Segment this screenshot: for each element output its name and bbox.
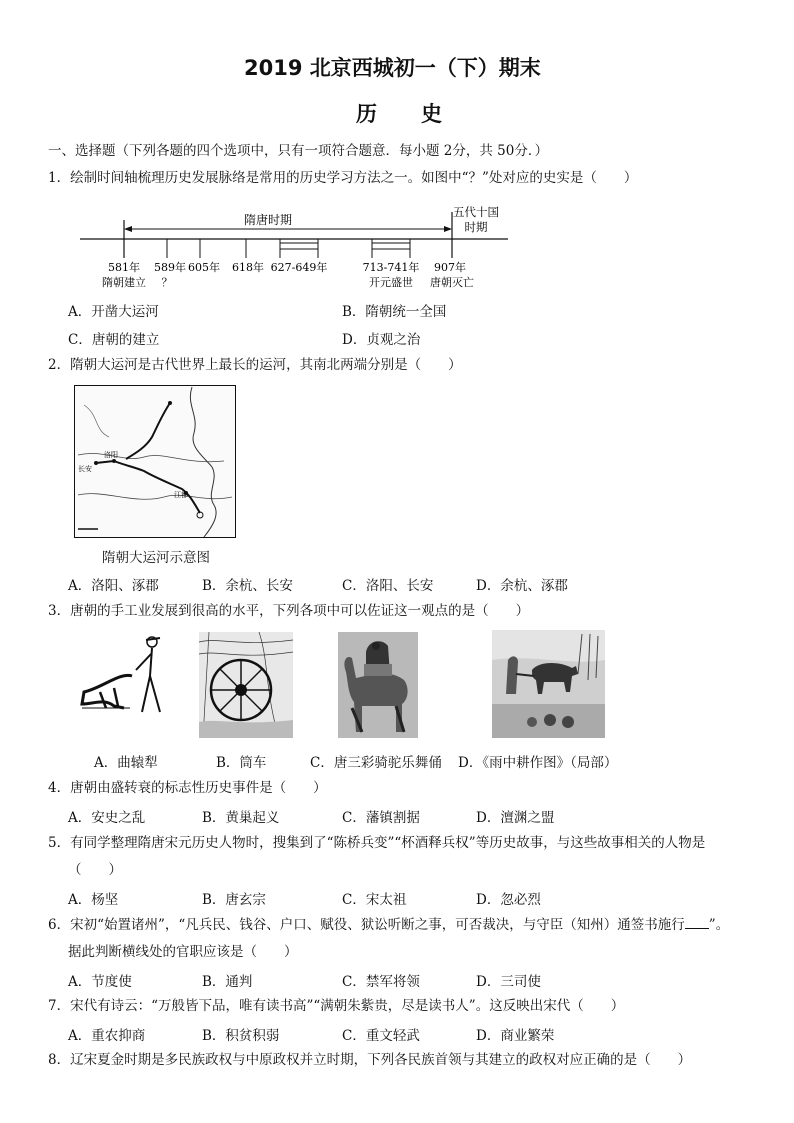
q6-option-d[interactable]: D．三司使 bbox=[476, 974, 541, 990]
q4-option-d[interactable]: D．澶渊之盟 bbox=[476, 810, 555, 826]
timeline-tick-label: 627-649年 bbox=[270, 261, 328, 274]
q5-option-a[interactable]: A．杨坚 bbox=[68, 892, 119, 908]
q7-option-b[interactable]: B．积贫积弱 bbox=[202, 1028, 280, 1044]
timeline-tick-label: 589年 bbox=[154, 261, 186, 274]
timeline-tick-label: 605年 bbox=[188, 261, 220, 274]
question-6-stem-end: ”。 bbox=[708, 917, 730, 933]
question-7-stem: 7．宋代有诗云：“万般皆下品，唯有读书高”“满朝朱紫贵，尽是读书人”。这反映出宋代（ ） bbox=[48, 998, 625, 1014]
q3-option-a[interactable]: A．曲辕犁 bbox=[94, 755, 158, 771]
timeline-tick-label: 581年 bbox=[108, 261, 140, 274]
q1-option-a[interactable]: A．开凿大运河 bbox=[68, 304, 159, 320]
curved-plow-image bbox=[80, 632, 176, 718]
q7-option-d[interactable]: D．商业繁荣 bbox=[476, 1028, 555, 1044]
map-label-jiangdu: 江都 bbox=[174, 491, 188, 499]
q6-option-c[interactable]: C．禁军将领 bbox=[342, 974, 420, 990]
q2-option-b[interactable]: B．余杭、长安 bbox=[202, 578, 293, 594]
q2-option-d[interactable]: D．余杭、涿郡 bbox=[476, 578, 568, 594]
question-1-stem: 1．绘制时间轴梳理历史发展脉络是常用的历史学习方法之一。如图中“？”处对应的史实是（ ） bbox=[48, 170, 638, 186]
q5-option-d[interactable]: D．忽必烈 bbox=[476, 892, 541, 908]
q6-option-a[interactable]: A．节度使 bbox=[68, 974, 132, 990]
timeline-right-label-1: 五代十国 bbox=[453, 205, 499, 219]
question-3-stem: 3．唐朝的手工业发展到很高的水平，下列各项中可以佐证这一观点的是（ ） bbox=[48, 603, 530, 619]
timeline-tick-label: 618年 bbox=[232, 261, 264, 274]
timeline-figure bbox=[78, 200, 518, 296]
timeline-event-question: ？ bbox=[161, 276, 173, 289]
section-heading: 一、选择题（下列各题的四个选项中，只有一项符合题意．每小题 2分，共 50分．） bbox=[48, 143, 549, 159]
question-4-stem: 4．唐朝由盛转衰的标志性历史事件是（ ） bbox=[48, 780, 327, 796]
grand-canal-map bbox=[74, 385, 236, 538]
timeline-tick-label: 713-741年 bbox=[362, 261, 420, 274]
question-6-stem bbox=[48, 915, 729, 935]
subject-title: 历史 bbox=[356, 102, 486, 126]
question-2-stem: 2．隋朝大运河是古代世界上最长的运河，其南北两端分别是（ ） bbox=[48, 357, 462, 373]
q4-option-c[interactable]: C．藩镇割据 bbox=[342, 810, 420, 826]
ploughing-painting-image bbox=[492, 630, 605, 738]
timeline-event-label: 开元盛世 bbox=[369, 276, 413, 289]
question-8-stem: 8．辽宋夏金时期是多民族政权与中原政权并立时期，下列各民族首领与其建立的政权对应正确的是（ ） bbox=[48, 1052, 692, 1068]
question-6-stem-line2: 据此判断横线处的官职应该是（ ） bbox=[68, 944, 298, 960]
q3-option-c[interactable]: C．唐三彩骑驼乐舞俑 bbox=[310, 755, 442, 771]
timeline-event-label: 唐朝灭亡 bbox=[430, 276, 474, 289]
map-label-luoyang: 洛阳 bbox=[104, 451, 118, 459]
q3-option-b[interactable]: B．筒车 bbox=[216, 755, 267, 771]
timeline-right-label-2: 时期 bbox=[464, 220, 488, 234]
question-5-stem: 5．有同学整理隋唐宋元历史人物时，搜集到了“陈桥兵变”“杯酒释兵权”等历史故事，与这些故事相关的人物是 bbox=[48, 835, 706, 851]
question-5-answer-blank: （ ） bbox=[68, 862, 122, 878]
question-6-stem-text: 6．宋初“始置诸州”，“凡兵民、钱谷、户口、赋役、狱讼听断之事，可否裁决，与守臣（知州）通签书施行 bbox=[48, 917, 685, 933]
timeline-tick-label: 907年 bbox=[434, 261, 466, 274]
q1-option-d[interactable]: D．贞观之治 bbox=[342, 332, 421, 348]
timeline-period-label: 隋唐时期 bbox=[243, 213, 293, 227]
q7-option-c[interactable]: C．重文轻武 bbox=[342, 1028, 420, 1044]
page-title: 2019 北京西城初一（下）期末 bbox=[244, 56, 541, 80]
q3-option-d[interactable]: D．《雨中耕作图》（局部） bbox=[458, 755, 618, 771]
water-wheel-image bbox=[199, 632, 293, 738]
q2-option-c[interactable]: C．洛阳、长安 bbox=[342, 578, 434, 594]
map-label-changan: 长安 bbox=[78, 465, 92, 473]
map-caption: 隋朝大运河示意图 bbox=[102, 550, 210, 566]
timeline-event-label: 隋朝建立 bbox=[102, 276, 146, 289]
fill-in-blank bbox=[685, 916, 709, 929]
q5-option-b[interactable]: B．唐玄宗 bbox=[202, 892, 266, 908]
q4-option-a[interactable]: A．安史之乱 bbox=[68, 810, 146, 826]
q2-option-a[interactable]: A．洛阳、涿郡 bbox=[68, 578, 159, 594]
q7-option-a[interactable]: A．重农抑商 bbox=[68, 1028, 146, 1044]
q5-option-c[interactable]: C．宋太祖 bbox=[342, 892, 407, 908]
q6-option-b[interactable]: B．通判 bbox=[202, 974, 253, 990]
q1-option-c[interactable]: C．唐朝的建立 bbox=[68, 332, 160, 348]
q4-option-b[interactable]: B．黄巢起义 bbox=[202, 810, 280, 826]
q1-option-b[interactable]: B．隋朝统一全国 bbox=[342, 304, 447, 320]
sancai-camel-image bbox=[338, 632, 418, 738]
